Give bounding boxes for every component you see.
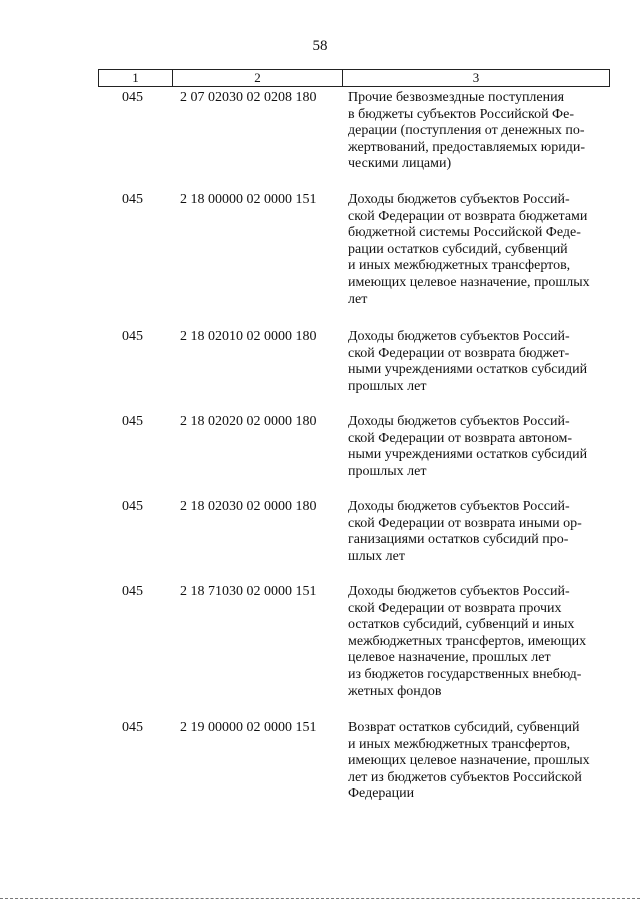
- kbk-code-cell: 2 18 02030 02 0000 180: [180, 499, 317, 514]
- kbk-code-cell: 2 07 02030 02 0208 180: [180, 90, 317, 105]
- admin-code-cell: 045: [122, 90, 143, 105]
- description-cell: Доходы бюджетов субъектов Россий- ской Федерации от возврата иными ор- ганизациями остатков субсидий про- шлых лет: [348, 499, 582, 564]
- header-col-3: 3: [472, 70, 480, 85]
- admin-code-cell: 045: [122, 499, 143, 514]
- admin-code-cell: 045: [122, 584, 143, 599]
- kbk-code-cell: 2 18 02010 02 0000 180: [180, 329, 317, 344]
- kbk-code-cell: 2 19 00000 02 0000 151: [180, 720, 317, 735]
- admin-code-cell: 045: [122, 414, 143, 429]
- description-cell: Доходы бюджетов субъектов Россий- ской Федерации от возврата бюджетами бюджетной системы Российской Феде- рации остатков субсидий, субвенций и иных межбюджетных трансфертов, имеющих целевое назначение, прошлых лет: [348, 192, 590, 307]
- admin-code-cell: 045: [122, 720, 143, 735]
- header-col-2: 2: [173, 70, 343, 86]
- kbk-code-cell: 2 18 02020 02 0000 180: [180, 414, 317, 429]
- description-cell: Возврат остатков субсидий, субвенций и иных межбюджетных трансфертов, имеющих целевое назначение, прошлых лет из бюджетов субъектов Российской Федерации: [348, 720, 590, 802]
- admin-code-cell: 045: [122, 329, 143, 344]
- admin-code-cell: 045: [122, 192, 143, 207]
- description-cell: Доходы бюджетов субъектов Россий- ской Федерации от возврата прочих остатков субсидий, субвенций и иных межбюджетных трансфертов, имеющих целевое назначение, прошлых лет из бюджетов государственных внебюд- жетных фондов: [348, 584, 587, 699]
- page-number: 58: [312, 38, 328, 54]
- description-cell: Доходы бюджетов субъектов Россий- ской Федерации от возврата автоном- ными учреждениями остатков субсидий прошлых лет: [348, 414, 588, 479]
- description-cell: Доходы бюджетов субъектов Россий- ской Федерации от возврата бюджет- ными учреждениями остатков субсидий прошлых лет: [348, 329, 588, 394]
- footer-rule: [0, 898, 640, 900]
- kbk-code-cell: 2 18 00000 02 0000 151: [180, 192, 317, 207]
- table-header: [98, 69, 610, 87]
- kbk-code-cell: 2 18 71030 02 0000 151: [180, 584, 317, 599]
- description-cell: Прочие безвозмездные поступления в бюджеты субъектов Российской Фе- дерации (поступления от денежных по- жертвований, предоставляемых юриди- ческими лицами): [348, 90, 586, 172]
- header-col-1: 1: [99, 70, 173, 86]
